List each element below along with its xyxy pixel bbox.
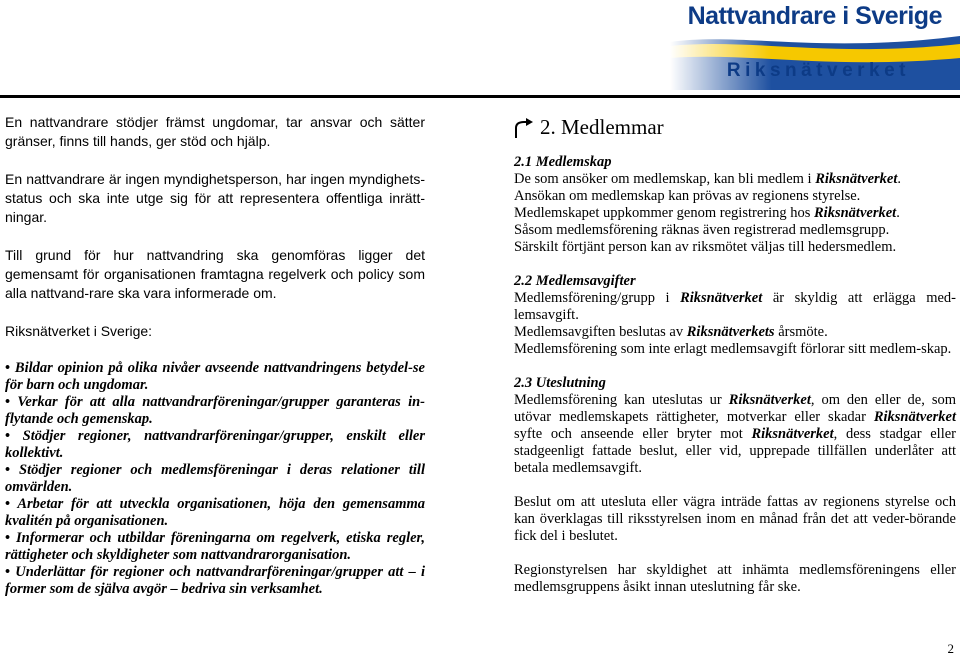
membership-line: Medlemskapet uppkommer genom registrering hos Riksnätverket. [514, 205, 900, 221]
left-column [5, 113, 425, 598]
fees-title: 2.2 Medlemsavgifter [514, 273, 636, 289]
membership-line: Såsom medlemsförening räknas även registrerad medlemsgrupp. [514, 222, 890, 238]
list-item: • Stödjer regioner och medlemsföreningar i deras relationer till omvärlden. [5, 462, 425, 495]
page-number: 2 [947, 641, 954, 656]
intro-paragraph-3: Till grund för hur nattvandring ska genomföras ligger det gemensamt för organisationen framtagna regelverk och policy som alla nattvand-rare ska vara informerade om. [5, 247, 425, 301]
page-header [0, 0, 960, 92]
list-item: • Bildar opinion på olika nivåer avseende nattvandringens betydel-se för barn och ungdomar. [5, 360, 425, 393]
exclusion-paragraph-3: Regionstyrelsen har skyldighet att inhämta medlemsföreningens eller medlemsgruppens åsikt innan uteslutning får ske. [514, 562, 956, 595]
task-list [5, 360, 425, 598]
list-item: • Stödjer regioner, nattvandrarföreningar/grupper, enskilt eller kollektivt. [5, 428, 426, 461]
list-item: • Informerar och utbildar föreningarna om regelverk, etiska regler, rättigheter och skyldigheter som nattvandrarorganisation. [5, 530, 425, 563]
membership-line: De som ansöker om medlemskap, kan bli medlem i Riksnätverket. [514, 171, 902, 187]
fees-line: Medlemsförening som inte erlagt medlemsavgift förlorar sitt medlem-skap. [514, 341, 952, 357]
list-item: • Underlättar för regioner och nattvandrarföreningar/grupper att – i former som de själva avgör – bedriva sin verksamhet. [5, 564, 426, 597]
header-divider [0, 95, 960, 98]
intro-paragraph-2: En nattvandrare är ingen myndighetsperson, har ingen myndighets-status och ska inte utge sig för att representera offentliga inrätt-ningar. [5, 171, 425, 225]
list-item: • Arbetar för att utveckla organisationen, höja den gemensamma kvalitén på organisationen. [5, 496, 426, 529]
riksnatverket-heading: Riksnätverket i Sverige: [5, 323, 153, 339]
exclusion-paragraph-2: Beslut om att utesluta eller vägra inträde fattas av regionens styrelse och kan överklagas till riksstyrelsen inom en månad från det att veder-börande fick del i beslutet. [514, 494, 956, 544]
membership-line: Särskilt förtjänt person kan av riksmötet väljas till hedersmedlem. [514, 239, 897, 255]
section-heading: 2. Medlemmar [514, 115, 956, 140]
list-item: • Verkar för att alla nattvandrarföreningar/grupper garanteras in-flytande och gemenskap. [5, 394, 425, 427]
exclusion-title: 2.3 Uteslutning [514, 375, 606, 391]
membership-line: Ansökan om medlemskap kan prövas av regionens styrelse. [514, 188, 861, 204]
brand-title: Nattvandrare i Sverige [687, 2, 942, 30]
intro-paragraph-1: En nattvandrare stödjer främst ungdomar, tar ansvar och sätter gränser, finns till hands, ger stöd och hjälp. [5, 114, 425, 149]
brand-subtitle: Riksnätverket [726, 60, 910, 81]
fees-line: Medlemsavgiften beslutas av Riksnätverkets årsmöte. [514, 324, 828, 340]
right-column [514, 113, 956, 596]
arrow-bullet-icon [514, 118, 534, 140]
fees-line: Medlemsförening/grupp i Riksnätverket är skyldig att erlägga med-lemsavgift. [514, 290, 956, 323]
exclusion-paragraph-1: Medlemsförening kan uteslutas ur Riksnätverket, om den eller de, som utövar medlemskapets rättigheter, motverkar eller skadar Riksnätverket syfte och anseende eller bryter mot Riksnätverket, dess stadgar eller stadgeenligt fattade beslut, eller vid, upprepade tillfällen underlåter att betala medlemsavgift. [514, 392, 956, 476]
membership-title: 2.1 Medlemskap [514, 154, 612, 170]
